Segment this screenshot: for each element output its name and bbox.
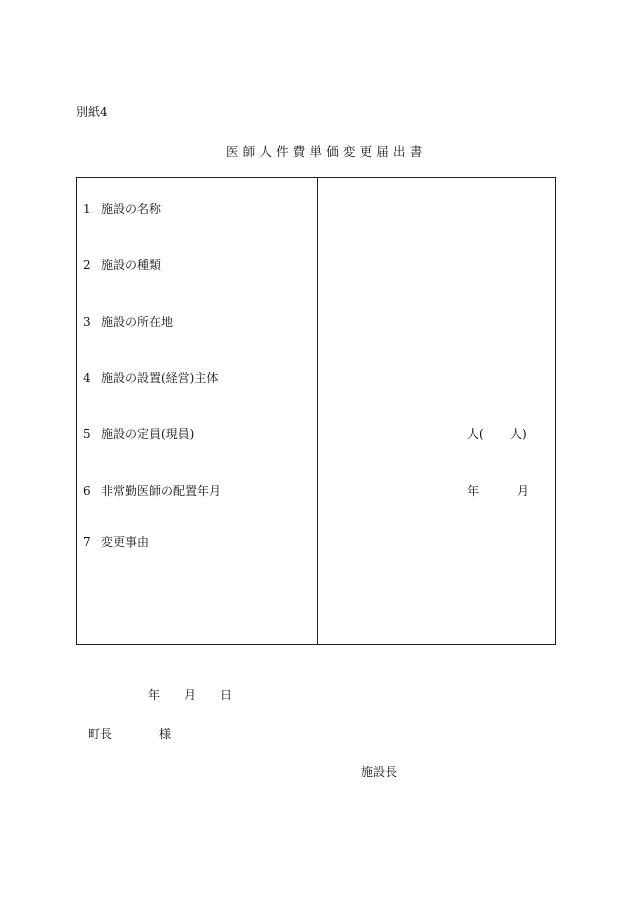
- capacity-unit: 人(: [467, 427, 484, 441]
- item-label: 施設の定員(現員): [101, 427, 195, 441]
- date-line: [148, 686, 232, 703]
- date-day: 日: [220, 688, 233, 702]
- current-unit: 人): [510, 427, 527, 441]
- column-divider: [317, 178, 318, 644]
- date-month: 月: [184, 688, 197, 702]
- addressee-line: [88, 725, 171, 742]
- item-doctor-assignment-date: [83, 482, 221, 499]
- signer: 施設長: [361, 765, 398, 779]
- item-label: 施設の種類: [101, 258, 162, 272]
- item-number: 1: [83, 202, 91, 216]
- item-label: 非常勤医師の配置年月: [101, 484, 222, 498]
- item-number: 7: [83, 535, 91, 549]
- item-facility-capacity: [83, 425, 194, 442]
- item-facility-name: [83, 200, 161, 217]
- month-unit: 月: [517, 484, 530, 498]
- item-label: 施設の所在地: [101, 315, 174, 329]
- year-unit: 年: [467, 484, 480, 498]
- document-title: 医師人件費単価変更届出書: [226, 144, 427, 159]
- item-number: 6: [83, 484, 91, 498]
- item-number: 4: [83, 371, 91, 385]
- item-number: 3: [83, 315, 91, 329]
- item-label: 施設の名称: [101, 202, 162, 216]
- date-year: 年: [148, 688, 161, 702]
- reference-label: 別紙4: [76, 105, 108, 119]
- item-facility-type: [83, 256, 161, 273]
- item-facility-address: [83, 313, 173, 330]
- honorific: 様: [159, 727, 172, 741]
- form-table: [76, 177, 556, 645]
- addressee: 町長: [88, 727, 113, 741]
- item-label: 施設の設置(経営)主体: [101, 371, 219, 385]
- item-number: 5: [83, 427, 91, 441]
- item-label: 変更事由: [101, 535, 150, 549]
- item-number: 2: [83, 258, 91, 272]
- item-facility-operator: [83, 369, 218, 386]
- item-change-reason: [83, 533, 149, 550]
